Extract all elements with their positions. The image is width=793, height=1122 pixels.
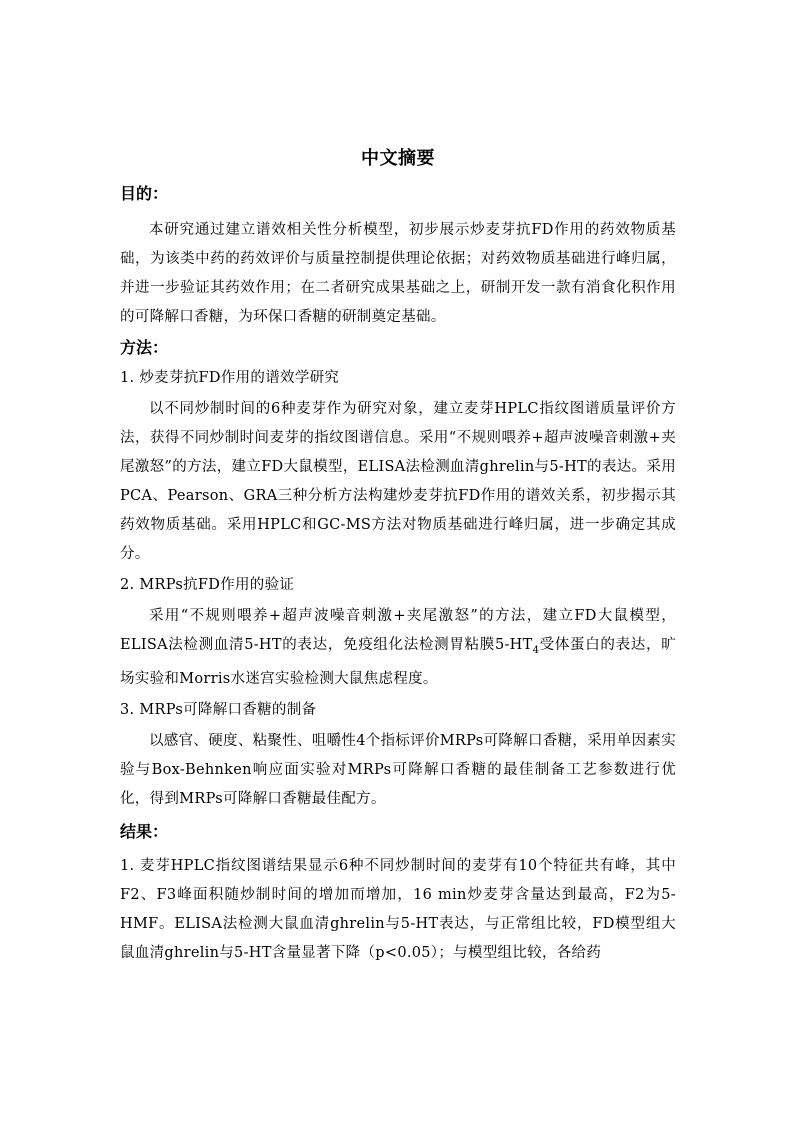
method-item-2 bbox=[120, 571, 676, 694]
method-item-3-text: 以感官、硬度、粘聚性、咀嚼性4个指标评价MRPs可降解口香糖，采用单因素实验与Box-Behnken响应面实验对MRPs可降解口香糖的最佳制备工艺参数进行优化，得到MRPs可降解口香糖最佳配方。 bbox=[120, 732, 676, 807]
method-item-1 bbox=[120, 364, 676, 569]
method-item-3 bbox=[120, 696, 676, 814]
method-item-1-text: 以不同炒制时间的6种麦芽作为研究对象，建立麦芽HPLC指纹图谱质量评价方法，获得不同炒制时间麦芽的指纹图谱信息。采用“不规则喂养+超声波噪音刺激+夹尾激怒”的方法，建立FD大鼠模型，ELISA法检测血清ghrelin与5-HT的表达。采用PCA、Pearson、GRA三种分析方法构建炒麦芽抗FD作用的谱效关系，初步揭示其药效物质基础。采用HPLC和GC-MS方法对物质基础进行峰归属，进一步确定其成分。 bbox=[120, 401, 676, 562]
method-item-2-text-b: 受体蛋白的表达，旷场实验和Morris水迷宫实验检测大鼠焦虑程度。 bbox=[120, 637, 677, 687]
page-title: 中文摘要 bbox=[361, 148, 435, 169]
method-item-2-subscript: 4 bbox=[532, 644, 540, 656]
objective-heading: 目的： bbox=[120, 184, 169, 203]
method-item-2-text bbox=[120, 602, 676, 694]
methods-heading: 方法： bbox=[120, 338, 169, 357]
method-item-2-text-a: 采用“不规则喂养+超声波噪音刺激+夹尾激怒”的方法，建立FD大鼠模型，ELISA法检测血清5-HT的表达，免疫组化法检测胃粘膜5-HT bbox=[120, 608, 676, 653]
results-paragraph: 1. 麦芽HPLC指纹图谱结果显示6种不同炒制时间的麦芽有10个特征共有峰，其中F2、F3峰面积随炒制时间的增加而增加，16 min炒麦芽含量达到最高，F2为5-HMF。ELISA法检测大鼠血清ghrelin与5-HT表达，与正常组比较，FD模型组大鼠血清ghrelin与5-HT含量显著下降（p<0.05）；与模型组比较，各给药 bbox=[120, 857, 676, 961]
abstract-page bbox=[120, 144, 676, 968]
method-item-3-title: 3. MRPs可降解口香糖的制备 bbox=[120, 701, 317, 718]
method-item-1-title: 1. 炒麦芽抗FD作用的谱效学研究 bbox=[120, 370, 340, 386]
method-item-2-title: 2. MRPs抗FD作用的验证 bbox=[120, 577, 295, 593]
results-heading: 结果： bbox=[120, 821, 169, 841]
objective-paragraph: 本研究通过建立谱效相关性分析模型，初步展示炒麦芽抗FD作用的药效物质基础，为该类中药的药效评价与质量控制提供理论依据；对药效物质基础进行峰归属，并进一步验证其药效作用；在二者研究成果基础之上，研制开发一款有消食化积作用的可降解口香糖，为环保口香糖的研制奠定基础。 bbox=[120, 222, 676, 325]
